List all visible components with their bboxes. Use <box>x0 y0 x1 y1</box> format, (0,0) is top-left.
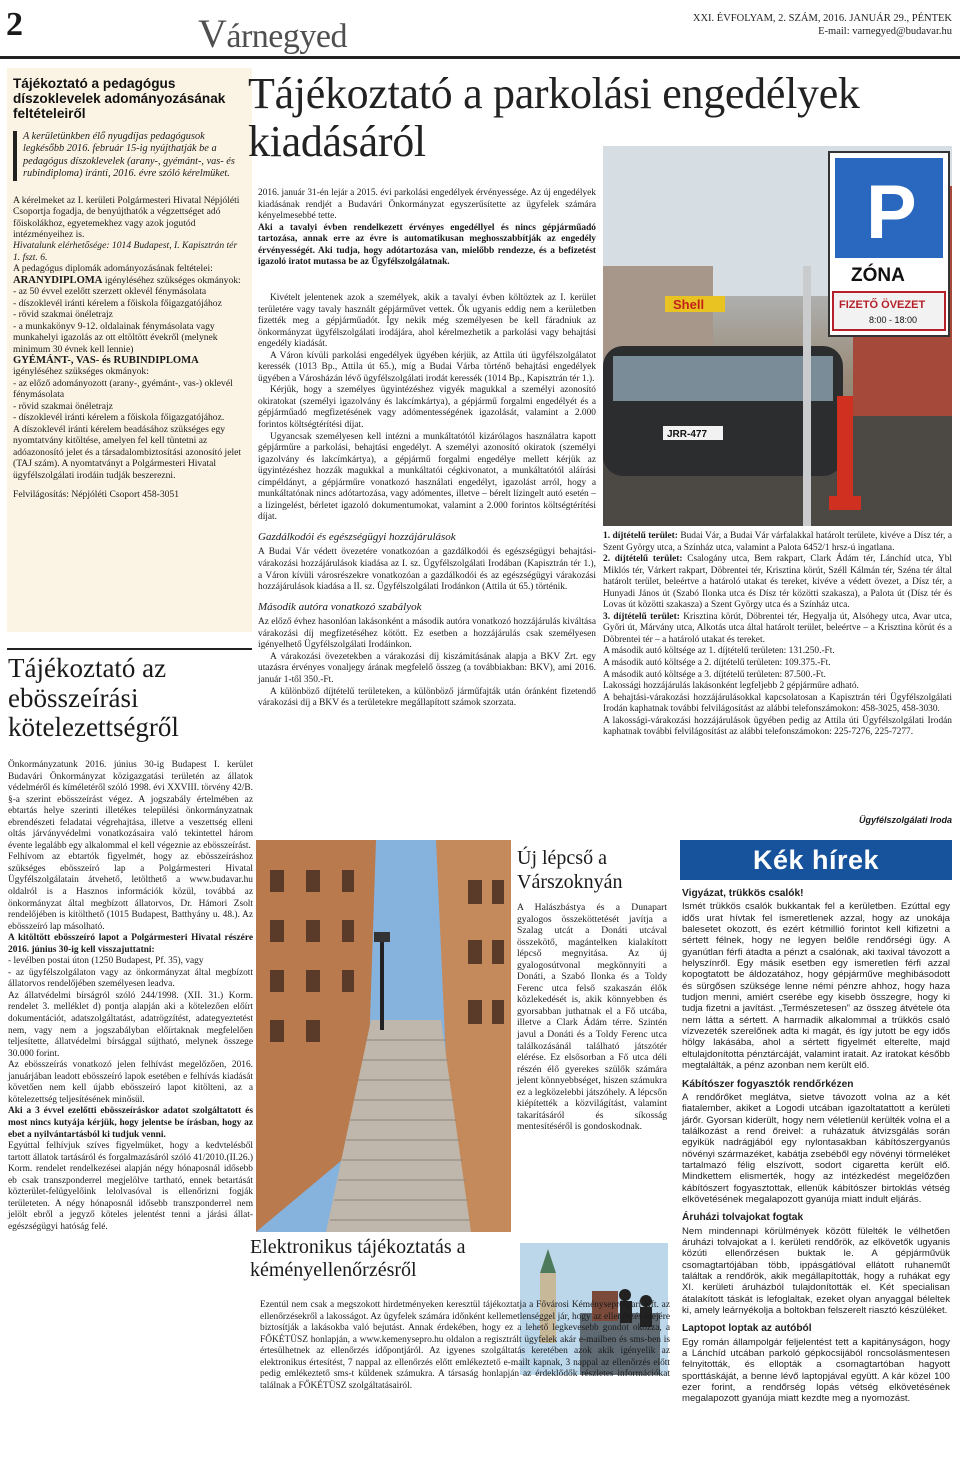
ebo-title: Tájékoztató az ebösszeírási kötelezettségről <box>8 653 179 742</box>
arany-item: - rövid szakmai önéletrajz <box>13 309 113 321</box>
parking-p8: A különböző díjtételű területeken, a különböző járműfajták után óránként fizetendő várakozási díj a BKV és a területekre megállapított számok szorzata. <box>258 686 596 709</box>
zone-3-head: 3. díjtételű terület: <box>603 611 680 622</box>
zones-p1: Lakossági hozzájárulás lakásonként legfeljebb 2 gépjárműre adható. <box>603 681 859 692</box>
p-sign-letter: P <box>866 170 917 255</box>
gyemant-text: igényléséhez szükséges okmányok: <box>13 366 149 378</box>
kek-hirek-body <box>682 888 950 1405</box>
diploma-p5: Felvilágosítás: Népjóléti Csoport 458-3051 <box>13 488 180 500</box>
diploma-title: Tájékoztató a pedagógus díszoklevelek adományozásának feltételeiről <box>13 76 226 121</box>
ebo-p2: Felhívom az ebtartók figyelmét, hogy az ebösszeíráshoz szükséges ebösszeíró lap a Polgármesteri Hivatal Ügyfélszolgálatain átvehető, letölthető a www.budavar.hu oldalról is a Hasznos információk közül, továbbá az önkormányzat által megbízott állatorvos, Dr. Hámori Zsolt rendelőjében is kitölthető (1015 Budapest, Batthyány u. 48.). Az ebösszeíró lap másolható. <box>8 852 253 932</box>
ebo-p8: Aki a 3 évvel ezelőtti ebösszeíráskor adatot szolgáltatott és most nincs kutyája kérjük, hogy jelentse be írásban, hogy az ebet a nyilvántartásból ki tudjuk venni. <box>8 1106 253 1140</box>
parking-p2: A Váron kívüli parkolási engedélyek ügyében kérjük, az Attila úti ügyfélszolgálatot keressék (1013 Bp., Attila út 65.), míg a Budai Várba történő behajtási engedélyek ügyében a Városházán lévő ügyfélszolgálati irodát keressék (1014 Bp., Kapisztrán tér 1.). <box>258 350 596 384</box>
p-sign-zone: ZÓNA <box>851 265 905 286</box>
kek-text-1: Ismét trükkös csalók bukkantak fel a kerületben. Ezúttal egy idős urat hívtak fel ismeretlenek azzal, hogy az unokája balesetet okozott, és ezért kétmillió forintot kell kifizetni a sértett félnek, hogy ne legyen belőle rendőrségi ügy. A gyanútlan férfi átadta a pénzt a csalónak, aki taxival távozott a helyszínről. Egy másik esetben egy ismeretlen férfi azzal kopogtatott be áldozatához, hogy gépjárműve meghibásodott és sürgősen szüksége lenne némi pénzre ahhoz, hogy haza tudjon menni, amiért cserébe egy kisebb összegre, hogy ki tudja fizetni a javítást. „Természetesen” az összeg átvétele óta nem látta a sértett. A harmadik alkalommal a trükkös csaló vízvezeték szerelőnek adta ki magát, és így jutott be egy idős hölgy lakásába, ahol a sértett figyelmét elterelte, majd eltulajdonította pénztárcáját, valamint iratait. Az iratokat később megtalálták, a pénz azonban nem került elő. <box>682 901 950 1072</box>
zone-1-text: Budai Vár, a Budai Vár várfalakkal határolt területe, kivéve a Dísz tér, a Szent György utca, a Színház utca, valamint a Palota 6452/1 hrsz-ú ingatlana. <box>603 531 952 553</box>
paper-name-rest: árnegyed <box>226 18 347 55</box>
diploma-p4: A díszoklevél iránti kérelem beadásához szükséges egy nyomtatvány kitöltése, amelyen fel kell tüntetni az adóazonosító jelet és a társadalombiztosítási azonosító jelet (TAJ szám). A nyomtatványt a Polgármesteri Hivatal ügyfélszolgálati irodáin tudják beszerezni. <box>13 423 242 481</box>
zone-2-text: Csalogány utca, Bem rakpart, Clark Ádám tér, Lánchíd utca, Ybl Miklós tér, Várkert rakpart, Döbrentei tér, Krisztina körút, Széll Kálmán tér, Széna tér által határolt terület, beleértve a határoló utakat és tereket, kivéve a védett övezet, a Dísz tér, a Hunyadi János út (Szabó Ilonka utca és Dísz tér közötti szakasza), a Palota út (Dísz tér és Lovas út közötti szakasza) a Szent György utca és a Színház utca. <box>603 554 952 611</box>
kek-text-4: Egy román állampolgár feljelentést tett a kapitányságon, hogy a Lánchíd utcában parkoló gépkocsijából roncsolásmentesen felnyitották, és ellopták a csomagtartóban hagyott sporttáskáját, a benne lévő laptopjával együtt. A kár közel 100 ezer forint, a rendőrség lopás vétség elkövetésének megalapozott gyanúja miatt kezdte meg a nyomozást. <box>682 1336 950 1405</box>
diploma-p2: Hivatalunk elérhetősége: 1014 Budapest, I. Kapisztrán tér 1. fszt. 6. <box>13 240 238 263</box>
parking-p6: Az előző évhez hasonlóan lakásonként a második autóra vonatkozó hozzájárulás kiváltása várakozási díj megfizetéséhez kötött. Ez esetben a hozzájárulás csak személyesen igényelhető Ügyfélszolgálati Irodáinkon. <box>258 617 596 651</box>
parking-p4: Ugyancsak személyesen kell intézni a munkáltatótól kizárólagos használatra kapott gépjárműre a parkolási, behajtási engedélyt. A személyi azonosító okiratok (személyi igazolvány és lakcímkártya), a gépjármű forgalmi engedélye mellett kérjük az ügyintézéshez hozzák magukkal a munkáltatói cégkivonatot, a munkáltatótól aláírási címpéldányt, a gépjárműre vonatkozó használati engedélyt, igazolást arról, hogy a munkáltatónak nincs adótartozása, vagy adómentes, illetve – bérelt lízingelt autó esetén – a lízingelést, bérletet igazoló dokumentumokat, valamint a 2.000 forintos költségtérítési díjat. <box>258 431 596 523</box>
stairs-body: A Halászbástya és a Dunapart gyalogos összeköttetését javítja a Szalag utcát a Donáti utcával összekötő, magántelken kialakított lépcső megnyitása. Az új gyalogosútvonal megkönnyíti a Donáti, a Szabó Ilonka és a Toldy Ferenc utca felső szakaszán élők közlekedését is, akik könnyebben és gyorsabban juthatnak el a Fő utcába, illetve a Clark Ádám térre. Szintén javul a Donáti és a Toldy Ferenc utca találkozásánál található játszótér elérése. Ez elsősorban a Fő utca déli részén élő gyerekes szülők számára jelent könnyebbséget, hiszen számukra ez a legközelebbi játszóhely. A lépcsőn kiépítették a közvilágítást, valamint takarításáról és síkosság mentesítéséről is gondoskodnak. <box>517 902 667 1133</box>
zone-2 <box>603 554 952 612</box>
diploma-arany <box>13 275 246 286</box>
paper-name-initial: V <box>198 11 227 56</box>
fee-line: A második autó költsége a 3. díjtételű területen: 87.500.-Ft. <box>603 669 826 680</box>
parking-body <box>258 293 596 710</box>
diploma-body <box>13 195 246 501</box>
zones-signature: Ügyfélszolgálati Iroda <box>858 815 952 825</box>
arany-text: igényléséhez szükséges okmányok: <box>102 274 241 286</box>
diploma-p1: A kérelmeket az I. kerületi Polgármesteri Hivatal Népjóléti Csoportja fogadja, de benyújthatók a végzettséget adó főiskolákhoz, egyetemekhez vagy azok jogutód intézményeihez is. <box>13 194 240 240</box>
zones-p2: A behajtási-várakozási hozzájárulásokkal kapcsolatosan a Kapisztrán téri Ügyfélszolgálati Irodán kaphatnak további felvilágosítást az alábbi telefonszámokon: 458-3025, 458-3030. <box>603 692 952 715</box>
parking-title: Tájékoztató a parkolási engedélyek kiadásáról <box>248 69 860 166</box>
arany-item: - díszoklevél iránti kérelem a főiskola főigazgatójához <box>13 297 222 309</box>
chimney-title: Elektronikus tájékoztatás a kéményellenőrzésről <box>250 1236 466 1281</box>
zone-2-head: 2. díjtételű terület: <box>603 554 683 565</box>
kek-headline-2: Kábítószer fogyasztók rendőrkézen <box>682 1078 854 1090</box>
gyemant-head: GYÉMÁNT-, VAS- és RUBINDIPLOMA <box>13 354 199 366</box>
parking-lead <box>258 188 596 269</box>
diploma-gyemant <box>13 355 246 378</box>
zone-3 <box>603 612 952 647</box>
stairs-photo <box>256 840 511 1232</box>
kek-hirek-header: Kék hírek <box>680 840 952 880</box>
license-plate: JRR-477 <box>667 429 708 440</box>
ebo-body <box>8 760 253 1233</box>
parking-lead2: Aki a tavalyi évben rendelkezett érvényes engedéllyel és nincs gépjárműadó tartozása, annak erre az évre is automatikusan meghosszabbítják az engedély érvényességét. Aki tudja, hogy adótartozása van, mielőbb rendezze, és a befizetést igazoló iratot mutassa be az Ügyfélszolgálatnak. <box>258 222 596 268</box>
gyemant-item: - díszoklevél iránti kérelem a főiskola főigazgatójához. <box>13 412 225 424</box>
gyemant-item: - az előző adományozott (arany-, gyémánt-, vas-) oklevél fénymásolata <box>13 377 233 401</box>
diploma-info-box <box>7 68 252 632</box>
masthead-rule <box>0 56 960 59</box>
parking-photo <box>603 146 952 526</box>
stairs-title: Új lépcső a Várszoknyán <box>517 847 623 893</box>
email-link[interactable]: E-mail: varnegyed@budavar.hu <box>818 26 952 37</box>
diploma-p3: A pedagógus diplomák adományozásának feltételei: <box>13 263 213 275</box>
fee-line: A második autó költsége az 1. díjtételű területen: 131.250.-Ft. <box>603 646 835 657</box>
parking-p3: Kérjük, hogy a személyes ügyintézéshez vigyék magukkal a személyi azonosító okiratokat (személyi igazolvány és lakcímkártya), a gépjármű forgalmi engedélyét és a gépjárműadó megfizetésének vagy adómentességének igazolását, valamint a 2.000 forintos költségtérítési díjat. <box>258 385 596 431</box>
parking-section-1: Gazdálkodói és egészségügyi hozzájárulások <box>258 530 456 543</box>
zone-1 <box>603 531 952 554</box>
arany-head: ARANYDIPLOMA <box>13 274 103 286</box>
zone-3-text: Krisztina körút, Döbrentei tér, Hegyalja út, Alsóhegy utca, Avar utca, Győri út, Márvány utca, Alkotás utca által határolt terület, beleértve – a Krisztina körút és a Döbrentei tér – a határoló utakat és tereket. <box>603 611 952 645</box>
diploma-lead: A kerületünkben élő nyugdíjas pedagógusok legkésőbb 2016. február 15-ig nyújthatják be a pedagógus díszoklevelek (arany-, gyémánt-, vas- és rubindiploma) iránti, 2016. évre szóló kérelmüket. <box>13 131 246 181</box>
zone-1-head: 1. díjtételű terület: <box>603 531 678 541</box>
kek-text-3: Nem mindennapi körülmények között fülelték le vélhetően áruházi tolvajokat a I. kerületi rendőrök, az elkövetők ugyanis közúti ellenőrzésen buktak le. A gépjárművük csomagtartójában több, ippásgátlóval ellátott ruhaneműt találtak a rendőrök, akik megállapították, hogy a ruhákat egy XI. kerületi áruházból tulajdonították el. Két specialisan átalakított táskát is lefoglaltak, ezeket olyan anyaggal béleltek ki, amely leárnyékolja a boltokban felszerelt riasztó készüléket. <box>682 1225 950 1317</box>
shell-sign: Shell <box>673 297 705 312</box>
issue-info <box>693 12 952 38</box>
zones-p3: A lakossági-várakozási hozzájárulások ügyében pedig az Attila úti Ügyfélszolgálati Irodán kaphatnak további felvilágosítást az alábbi telefonszámokon: 225-7276, 225-7277. <box>603 715 952 738</box>
ebo-p3: A kitöltött ebösszeíró lapot a Polgármesteri Hivatal részére 2016. június 30-ig kell visszajuttatni: <box>8 933 253 955</box>
parking-p1: Kivételt jelentenek azok a személyek, akik a tavalyi évben költöztek az I. kerület területére vagy tavaly használt gépjárművet vettek. Ők ugyanis eddig nem a kerületben fizették meg a gépjárműadót. Így nekik még személyesen be kell fáradniuk az önkormányzat ügyfélszolgálati irodájára, ahol kérelmezhetik a parkolási vagy behajtási engedély kiadását. <box>258 293 596 350</box>
paper-name <box>198 10 347 57</box>
kek-text-2: A rendőrőket meglátva, sietve távozott volna az a két fiatalember, akiket a Logodi utcában igazoltatattott a kerületi járőr. Gyorsan kiderült, hogy nem véletlenül kerülték volna el a találkozást a rend őreivel: a ruházatuk átvizsgálás során egyikük nadrágjából egy nylontasakban kábítószergyanús növényi származéket, kabátja zsebéből egy növényi törmeléket tartalmazó félig elszívott, sodort cigaretta került elő. Mindkettem elismerték, hogy az intézkedést megelőzően kábítószert fogyasztottak, ellenük kábítószer birtoklás vétség elkövetésének megalapozott gyanúja miatt indult eljárás. <box>682 1091 950 1205</box>
arany-item: - az 50 évvel ezelőtt szerzett oklevél fénymásolata <box>13 286 207 298</box>
ebo-p5: - az ügyfélszolgálaton vagy az önkormányzat által megbízott állatorvos rendelőjében személyesen leadva. <box>8 967 253 990</box>
ebo-p6: Az állatvédelmi bírságról szóló 244/1998. (XII. 31.) Korm. rendelet 3. melléklet d) pontja alapján aki a kötelezően előírt dokumentációt, adatszolgáltatást, adatrögzítést, adategyeztetést nem, vagy nem a jogszabályban előírtaknak megfelelően teljesítette, állatvédelmi bírsággal sújtható, melynek összege 30.000 forint. <box>8 990 253 1059</box>
arany-item: - a munkakönyv 9-12. oldalainak fénymásolata vagy munkahelyi igazolás az ott eltöltött évekről (melynek minimum 30 évnek kell lennie) <box>13 320 218 355</box>
ebo-p4: - levélben postai úton (1250 Budapest, Pf. 35), vagy <box>8 956 204 967</box>
ebo-rule <box>7 648 252 650</box>
kek-headline-3: Áruházi tolvajokat fogtak <box>682 1212 804 1224</box>
p-sign-hours: 8:00 - 18:00 <box>869 315 918 325</box>
fee-line: A második autó költsége a 2. díjtételű területen: 109.375.-Ft. <box>603 658 831 669</box>
kek-headline-4: Laptopot loptak az autóból <box>682 1323 812 1335</box>
p-sign-fee: FIZETŐ ÖVEZET <box>839 299 926 311</box>
parking-zones <box>603 531 952 739</box>
parking-p7: A várakozási övezetekben a várakozási díj kiszámításának alapja a BKV Zrt. egy utazásra érvényes vonaljegy árának megfelelő összeg (a továbbiakban: BKV), ami 2016. január 1-től 350.-Ft. <box>258 651 596 685</box>
ebo-p1: Önkormányzatunk 2016. június 30-ig Budapest I. kerület Budavári Önkormányzat közigazgatási területén az állatok védelméről és kíméletéről szóló 1998. évi XXVIII. törvény 42/B. §-a szerint ebösszeírást végez. A jogszabály értelmében az ebtartás helye szerinti illetékes települési önkormányzatnak ebrendészeti feladatai végrehajtása, illetve a veszettség elleni oltás járványvédelmi vonatkozásaira való tekintettel három évente legalább egy alkalommal el kell végeznie az ebösszeírást. <box>8 760 253 851</box>
chimney-body: Ezentúl nem csak a megszokott hirdetményeken keresztül tájékoztatja a Fővárosi Kéményseprőipari Kft. az ellenőrzésekről a lakosságot. Az ügyfelek számára időnként kellemetlenséggel jár, hogy az ellenőrzés idejére biztosítják a lakásokba való bejutást. Annak érdekében, hogy ez a lehető legkevesebb gondot okozza, a FŐKÉTÜSZ honlapján, a www.kemenysepro.hu oldalon a regisztrált ügyfelek akár e-mailben és sms-ben is értesülhetnek az ellenőrzés időpontjáról. Az igyenes szolgáltatás keretében azok akik igényelik az elektronikus értesítést, 7 nappal az ellenőrzés előtt emlékeztető e-mailt kapnak, 3 nappal az ellenőrzés előtt pedig emlékeztető sms-t küldenek számukra. A társaság honlapján az érdeklődők részletes információkat találnak a FŐKÉTÜSZ szolgáltatásairól. <box>260 1300 670 1391</box>
parking-lead1: 2016. január 31-én lejár a 2015. évi parkolási engedélyek érvényessége. Az új engedélyek kiadásának rendjét a Budavári Önkormányzat egyszerűsítette az ügyfelek számára kényelmesebbé tette. <box>258 188 596 222</box>
page-number: 2 <box>6 6 23 43</box>
parking-p5: A Budai Vár védett övezetére vonatkozóan a gazdálkodói és egészségügyi behajtási-várakozási hozzájárulások kiadása az I. sz. Ügyfélszolgálati Irodában (Kapisztrán tér 1.), a Váron kívüli városrészekre vonatkozóan a gazdálkodói és az egészségügyi várakozási hozzájárulások kiadása a II. sz. Ügyfélszolgálati Irodánkon (Attila út 65.) történik. <box>258 547 596 593</box>
parking-section-2: Második autóra vonatkozó szabályok <box>258 600 422 613</box>
kek-headline-1: Vigyázat, trükkös csalók! <box>682 888 804 899</box>
ebo-p9: Egyúttal felhívjuk szíves figyelmüket, hogy a kedvtelésből tartott állatok tartásáról és forgalmazásáról szóló 41/2010.(II.26.) Korm. rendelet rendelkezései alapján négy hónaposnál idősebb eb csak transzponderrel megjelölve tartható, ennek betartását közterület-felügyelőink lelolvasóval is ellenőrizni fogják területeten. A négy hónaposnál idősebb transzponderrel nem jelölt ebről a jegyző köteles jelentést tenni a járási állat-egészségügyi hatóság felé. <box>8 1141 253 1232</box>
gyemant-item: - rövid szakmai önéletrajz <box>13 400 113 412</box>
ebo-p7: Az ebösszeírás vonatkozó jelen felhívást megelőzően, 2016. januárjában leadott ebösszeíró lapok esetében e felhívás kiadását követően nem kell újabb ebösszeíró lapot kitölteni, az a kötelezettség teljesítésének minősül. <box>8 1060 253 1105</box>
issue-date: XXI. ÉVFOLYAM, 2. SZÁM, 2016. JANUÁR 29., PÉNTEK <box>692 13 952 24</box>
